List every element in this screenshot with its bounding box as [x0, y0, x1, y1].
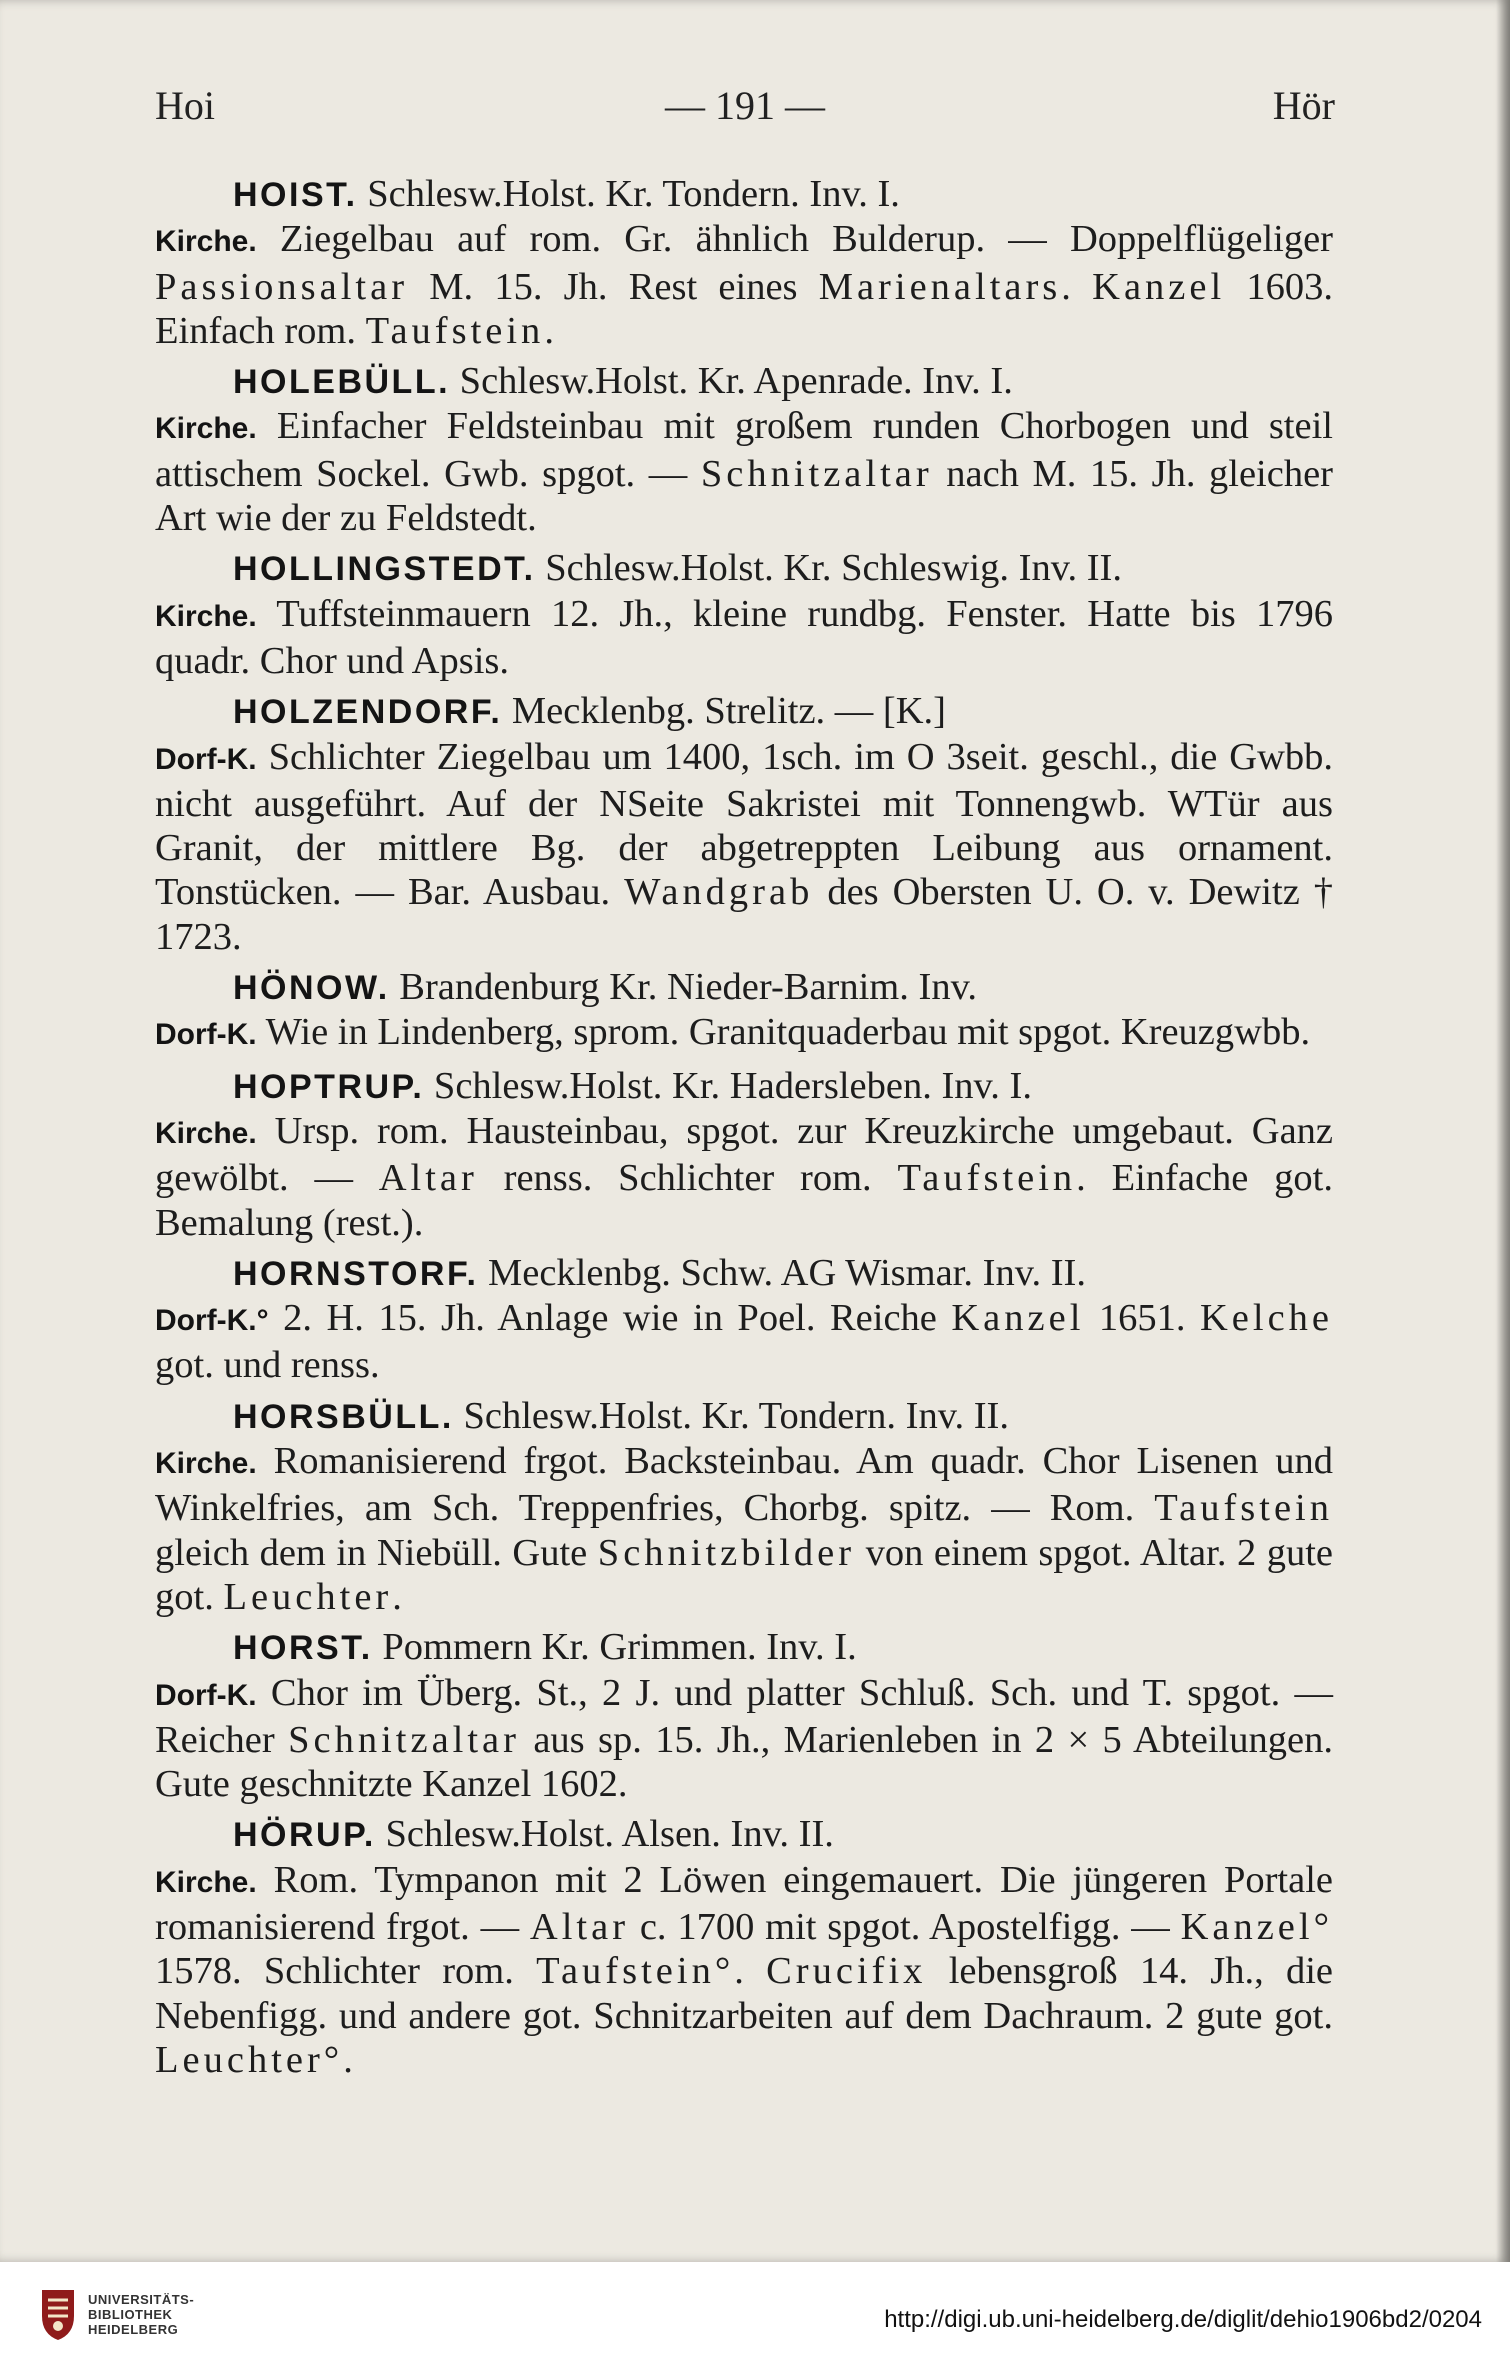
entry-heading [233, 1625, 1333, 1670]
place-name: HORSBÜLL. [233, 1397, 454, 1436]
place-name: HOLEBÜLL. [233, 363, 451, 402]
entry-text: Schlichter Ziegelbau um 1400, 1sch. im O 3seit. geschl., die Gwbb. nicht ausgeführt. Auf der NSeite Sakristei mit Tonnengwb. WTür aus Granit, der mittlere Bg. der abgetreppten Leibung aus ornament. Tonstücken. — Bar. Ausbau. [155, 735, 1333, 914]
entry-heading [233, 1064, 1333, 1109]
entry-text: Rom. Tympanon mit 2 Löwen eingemauert. Die jüngeren Portale romanisierend frgot. — [155, 1858, 1333, 1948]
artwork-term: Kelche [1200, 1297, 1334, 1340]
gazetteer-entry [155, 689, 1333, 959]
page-number: — 191 — [665, 83, 825, 128]
artwork-term: Wandgrab [624, 871, 814, 914]
place-location: Schlesw.Holst. Kr. Hadersleben. Inv. I. [424, 1064, 1032, 1107]
university-seal-icon [38, 2286, 78, 2342]
entry-text: Chor im Überg. St., 2 J. und platter Schluß. Sch. und T. spgot. — Reicher [155, 1671, 1333, 1761]
place-location: Brandenburg Kr. Nieder-Barnim. Inv. [389, 966, 977, 1009]
entry-heading [233, 172, 1333, 217]
permalink-url[interactable]: http://digi.ub.uni-heidelberg.de/diglit/dehio1906bd2/0204 [884, 2306, 1482, 2333]
place-location: Schlesw.Holst. Kr. Apenrade. Inv. I. [450, 360, 1013, 403]
entry-heading [233, 359, 1333, 404]
building-type-label: Kirche. [155, 1116, 257, 1150]
gazetteer-text [155, 172, 1333, 2088]
entry-text: Ziegelbau auf rom. Gr. ähnlich Bulderup. — Doppelflügeliger [256, 218, 1333, 261]
library-name-line: BIBLIOTHEK [88, 2307, 173, 2322]
artwork-term: Schnitzaltar [700, 452, 933, 495]
entry-body [155, 1858, 1333, 2082]
entry-text: Wie in Lindenberg, sprom. Granitquaderbau mit spgot. Kreuzgwbb. [256, 1011, 1311, 1054]
library-name-line: HEIDELBERG [88, 2322, 179, 2337]
building-type-label: Kirche. [155, 599, 257, 633]
entry-body [155, 735, 1333, 959]
gazetteer-entry [155, 359, 1333, 540]
entry-heading [233, 1394, 1333, 1439]
place-location: Pommern Kr. Grimmen. Inv. I. [372, 1626, 857, 1669]
entry-text: nach M. 15. Jh. gleicher Art wie der zu Feldstedt. [155, 452, 1334, 540]
artwork-term: Taufstein [897, 1157, 1077, 1200]
entry-body [155, 1296, 1333, 1388]
entry-text: Einfacher Feldsteinbau mit großem runden Chorbogen und steil attischem Sockel. Gwb. spgot. — [155, 405, 1333, 495]
building-type-label: Dorf-K. [155, 1018, 257, 1052]
place-name: HORNSTORF. [233, 1254, 479, 1293]
artwork-term: Leuchter° [155, 2038, 344, 2081]
place-name: HOLZENDORF. [233, 693, 503, 732]
place-location: Schlesw.Holst. Kr. Tondern. Inv. II. [453, 1394, 1009, 1437]
entry-text: 1603. Einfach rom. [155, 265, 1333, 352]
running-head-right: Hör [1272, 83, 1335, 128]
entry-text: 1578. Schlichter rom. [155, 1950, 537, 1993]
gazetteer-entry [155, 965, 1333, 1058]
entry-text: . [544, 309, 554, 352]
gazetteer-entry [155, 1064, 1333, 1245]
place-location: Mecklenbg. Strelitz. — [K.] [502, 690, 946, 733]
gazetteer-entry [155, 546, 1333, 683]
entry-text: 2. H. 15. Jh. Anlage wie in Poel. Reiche [268, 1297, 952, 1340]
gazetteer-entry [155, 1812, 1333, 2082]
building-type-label: Dorf-K. [155, 742, 257, 776]
entry-text: got. und renss. [155, 1344, 380, 1387]
place-name: HÖNOW. [233, 969, 390, 1008]
artwork-term: Leuchter [223, 1575, 393, 1618]
entry-text: M. 15. Jh. Rest eines [408, 265, 819, 308]
entry-text: Romanisierend frgot. Backsteinbau. Am quadr. Chor Lisenen und Winkelfries, am Sch. Treppenfries, Chorbg. spitz. — Rom. [155, 1440, 1333, 1530]
artwork-term: Taufstein [365, 309, 545, 352]
place-name: HORST. [233, 1629, 373, 1668]
artwork-term: Crucifix [766, 1950, 927, 1993]
entry-text: . [734, 1950, 767, 1993]
place-location: Schlesw.Holst. Kr. Tondern. Inv. I. [357, 173, 900, 215]
entry-text: . [392, 1575, 402, 1618]
entry-text: renss. Schlichter rom. [477, 1157, 898, 1200]
entry-text: von einem spgot. Altar. 2 gute got. [155, 1531, 1334, 1618]
building-type-label: Kirche. [155, 225, 257, 259]
digitization-footer [0, 2262, 1510, 2369]
building-type-label: Dorf-K.° [155, 1304, 269, 1338]
building-type-label: Kirche. [155, 412, 257, 446]
artwork-term: Altar [378, 1157, 478, 1200]
entry-text: lebensgroß 14. Jh., die Nebenfigg. und andere got. Schnitzarbeiten auf dem Dachraum. 2 gute got. [155, 1950, 1334, 2037]
entry-text: Ursp. rom. Hausteinbau, spgot. zur Kreuzkirche umgebaut. Ganz gewölbt. — [155, 1109, 1333, 1200]
entry-text: aus sp. 15. Jh., Marienleben in 2 × 5 Abteilungen. Gute geschnitzte Kanzel 1602. [155, 1718, 1333, 1806]
entry-text: . [1061, 265, 1093, 308]
library-name [88, 2292, 194, 2337]
entry-text: gleich dem in Niebüll. Gute [155, 1531, 598, 1574]
place-name: HÖRUP. [233, 1816, 376, 1855]
place-name: HOIST. [233, 176, 358, 214]
place-location: Mecklenbg. Schw. AG Wismar. Inv. II. [478, 1251, 1086, 1294]
entry-heading [233, 1251, 1333, 1296]
artwork-term: Passionsaltar [155, 265, 409, 308]
entry-text: des Obersten U. O. v. Dewitz † 1723. [155, 871, 1333, 958]
entry-heading [233, 546, 1333, 591]
building-type-label: Kirche. [155, 1865, 257, 1899]
artwork-term: Schnitzaltar [288, 1718, 520, 1761]
entry-body [155, 217, 1333, 353]
entry-text: . Einfache got. Bemalung (rest.). [155, 1157, 1333, 1244]
artwork-term: Schnitzbilder [597, 1531, 856, 1574]
artwork-term: Marienaltars [818, 265, 1062, 308]
gazetteer-entry [155, 1625, 1333, 1806]
place-location: Schlesw.Holst. Kr. Schleswig. Inv. II. [535, 547, 1122, 590]
entry-body [155, 404, 1333, 540]
entry-body [155, 1010, 1333, 1057]
entry-heading [233, 689, 1333, 734]
entry-text: Tuffsteinmauern 12. Jh., kleine rundbg. Fenster. Hatte bis 1796 quadr. Chor und Apsis. [155, 592, 1333, 682]
artwork-term: Kanzel° [1180, 1905, 1333, 1948]
entry-heading [233, 965, 1333, 1010]
artwork-term: Taufstein° [536, 1950, 735, 1993]
artwork-term: Altar [529, 1905, 630, 1948]
artwork-term: Kanzel [1092, 265, 1226, 308]
running-head-left: Hoi [155, 83, 215, 128]
entry-body [155, 1109, 1333, 1245]
entry-body [155, 592, 1333, 684]
place-name: HOLLINGSTEDT. [233, 550, 536, 589]
artwork-term: Kanzel [951, 1297, 1085, 1340]
entry-text: c. 1700 mit spgot. Apostelfigg. — [629, 1905, 1181, 1948]
building-type-label: Dorf-K. [155, 1678, 257, 1712]
building-type-label: Kirche. [155, 1447, 257, 1481]
gazetteer-entry [155, 1251, 1333, 1388]
entry-text: 1651. [1084, 1297, 1200, 1340]
entry-body [155, 1439, 1333, 1619]
place-name: HOPTRUP. [233, 1067, 425, 1106]
entry-body [155, 1671, 1333, 1807]
place-location: Schlesw.Holst. Alsen. Inv. II. [375, 1813, 834, 1856]
gazetteer-entry [155, 172, 1333, 353]
entry-text: . [343, 2038, 353, 2081]
gazetteer-entry [155, 1394, 1333, 1619]
entry-heading [233, 1812, 1333, 1857]
library-name-line: UNIVERSITÄTS- [88, 2292, 195, 2307]
running-head [155, 82, 1335, 142]
artwork-term: Taufstein [1154, 1487, 1333, 1530]
